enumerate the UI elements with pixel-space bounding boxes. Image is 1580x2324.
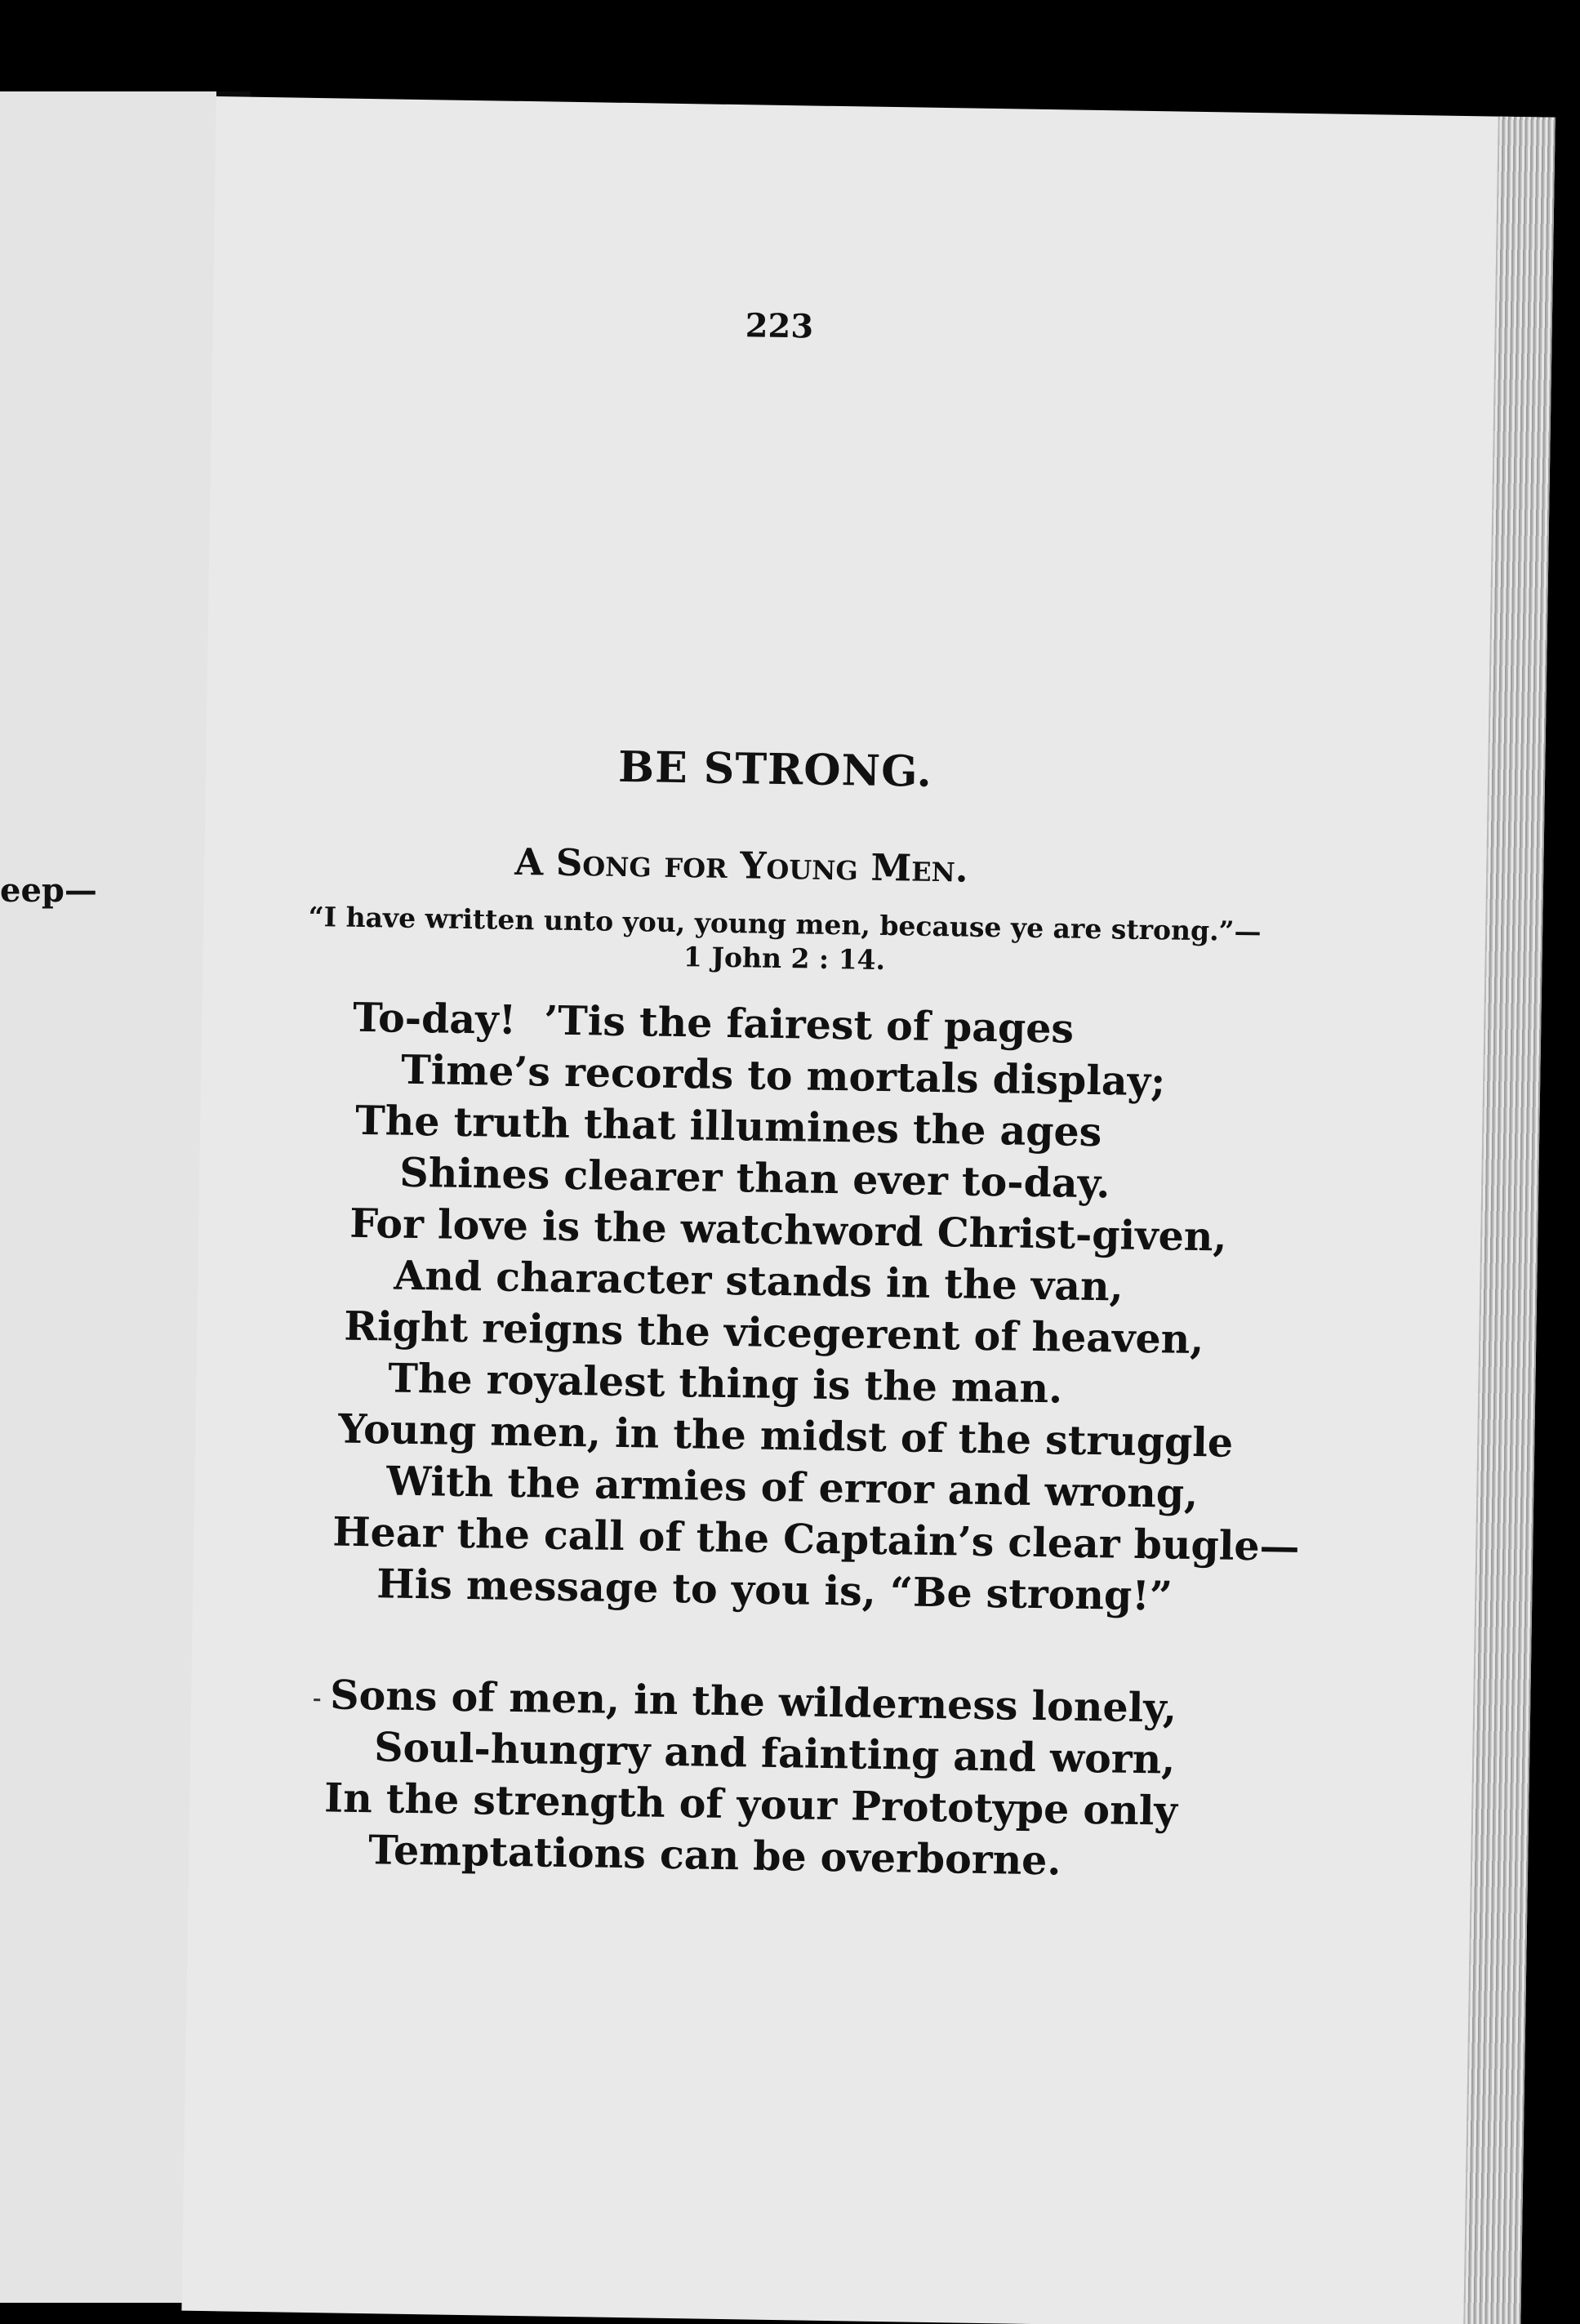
poem-line: Soul-hungry and fainting and worn,	[373, 1723, 1176, 1783]
poem-line: Young men, in the midst of the struggle	[337, 1405, 1234, 1467]
left-page	[0, 91, 216, 2303]
stanza-2	[187, 1667, 1178, 1977]
poem-line: And character stands in the van,	[393, 1251, 1124, 1311]
page-edge	[1463, 117, 1556, 2324]
epigraph-quote: “I have written unto you, young men, because ye are strong.”—	[308, 900, 1262, 948]
poem-line: In the strength of your Prototype only	[323, 1774, 1178, 1835]
poem-line: The truth that illumines the ages	[354, 1096, 1102, 1156]
poem-line: His message to you is, “Be strong!”	[376, 1560, 1173, 1620]
epigraph-reference: 1 John 2 : 14.	[683, 941, 886, 976]
poem-line: The royalest thing is the man.	[387, 1354, 1063, 1413]
poem-line: Shines clearer than ever to-day.	[398, 1148, 1110, 1208]
page-number: 223	[745, 306, 814, 346]
poem-line: Time’s records to mortals display;	[400, 1045, 1166, 1106]
poem-line: For love is the watchword Christ-given,	[349, 1199, 1227, 1261]
poem-line: With the armies of error and wrong,	[385, 1457, 1199, 1518]
stray-ink-mark	[314, 1698, 320, 1701]
poem-title: BE STRONG.	[617, 741, 933, 797]
poem-line: Temptations can be overborne.	[367, 1826, 1061, 1885]
poem-line: Right reigns the vicegerent of heaven,	[343, 1302, 1204, 1364]
epigraph	[302, 900, 1266, 984]
book-page	[181, 96, 1555, 2324]
poem-line: Sons of men, in the wilderness lonely,	[329, 1671, 1177, 1732]
poem-line: Hear the call of the Captain’s clear bugle—	[332, 1507, 1301, 1571]
poem-line: To-day! ’Tis the fairest of pages	[352, 993, 1075, 1053]
poem-subtitle: A Song for Young Men.	[514, 839, 968, 891]
left-page-text-fragment: eep—	[0, 871, 97, 910]
